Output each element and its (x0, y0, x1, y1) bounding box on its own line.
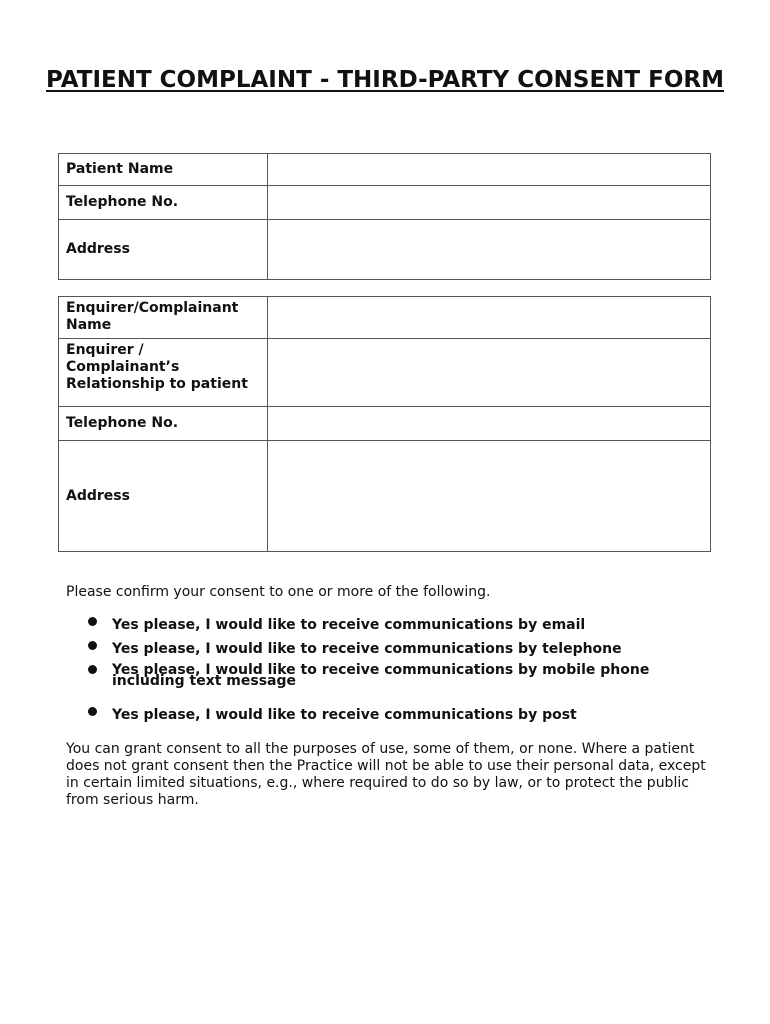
consent-intro: Please confirm your consent to one or more of the following. (66, 584, 491, 600)
consent-footer-text: You can grant consent to all the purposes of use, some of them, or none. Where a patient does not grant consent then the Practice will not be able to use their personal data, except in certain limited situations, e.g., where required to do so by law, or to protect the public from serious harm. (66, 741, 706, 808)
consent-option-label: Yes please, I would like to receive communications by post (112, 707, 577, 723)
enquirer-telephone-label: Telephone No. (59, 407, 268, 441)
enquirer-address-row (59, 441, 711, 552)
bullet-icon (88, 707, 97, 716)
enquirer-name-label: Enquirer/Complainant Name (59, 297, 268, 339)
enquirer-name-field[interactable] (268, 297, 711, 339)
patient-telephone-row (59, 186, 711, 220)
consent-option-telephone[interactable] (66, 641, 706, 658)
bullet-icon (88, 617, 97, 626)
patient-name-field[interactable] (268, 154, 711, 186)
enquirer-name-row (59, 297, 711, 339)
patient-address-row (59, 220, 711, 280)
patient-address-field[interactable] (268, 220, 711, 280)
enquirer-details-table (58, 296, 711, 552)
bullet-icon (88, 641, 97, 650)
enquirer-telephone-field[interactable] (268, 407, 711, 441)
enquirer-relationship-row (59, 339, 711, 407)
enquirer-telephone-row (59, 407, 711, 441)
enquirer-relationship-field[interactable] (268, 339, 711, 407)
form-title: PATIENT COMPLAINT - THIRD-PARTY CONSENT FORM (46, 67, 724, 93)
patient-name-label: Patient Name (59, 154, 268, 186)
consent-option-email[interactable] (66, 617, 706, 634)
patient-name-row (59, 154, 711, 186)
consent-options-list (66, 617, 706, 731)
enquirer-address-label: Address (59, 441, 268, 552)
enquirer-address-field[interactable] (268, 441, 711, 552)
patient-telephone-label: Telephone No. (59, 186, 268, 220)
patient-details-table (58, 153, 711, 280)
bullet-icon (88, 665, 97, 674)
consent-option-label: Yes please, I would like to receive communications by email (112, 617, 586, 633)
patient-address-label: Address (59, 220, 268, 280)
consent-option-post[interactable] (66, 707, 706, 724)
consent-option-label: Yes please, I would like to receive communications by telephone (112, 641, 622, 657)
enquirer-relationship-label: Enquirer / Complainant’s Relationship to patient (59, 339, 268, 407)
consent-option-mobile[interactable] (66, 662, 706, 689)
consent-option-label: Yes please, I would like to receive communications by mobile phone including text message (112, 662, 650, 689)
patient-telephone-field[interactable] (268, 186, 711, 220)
